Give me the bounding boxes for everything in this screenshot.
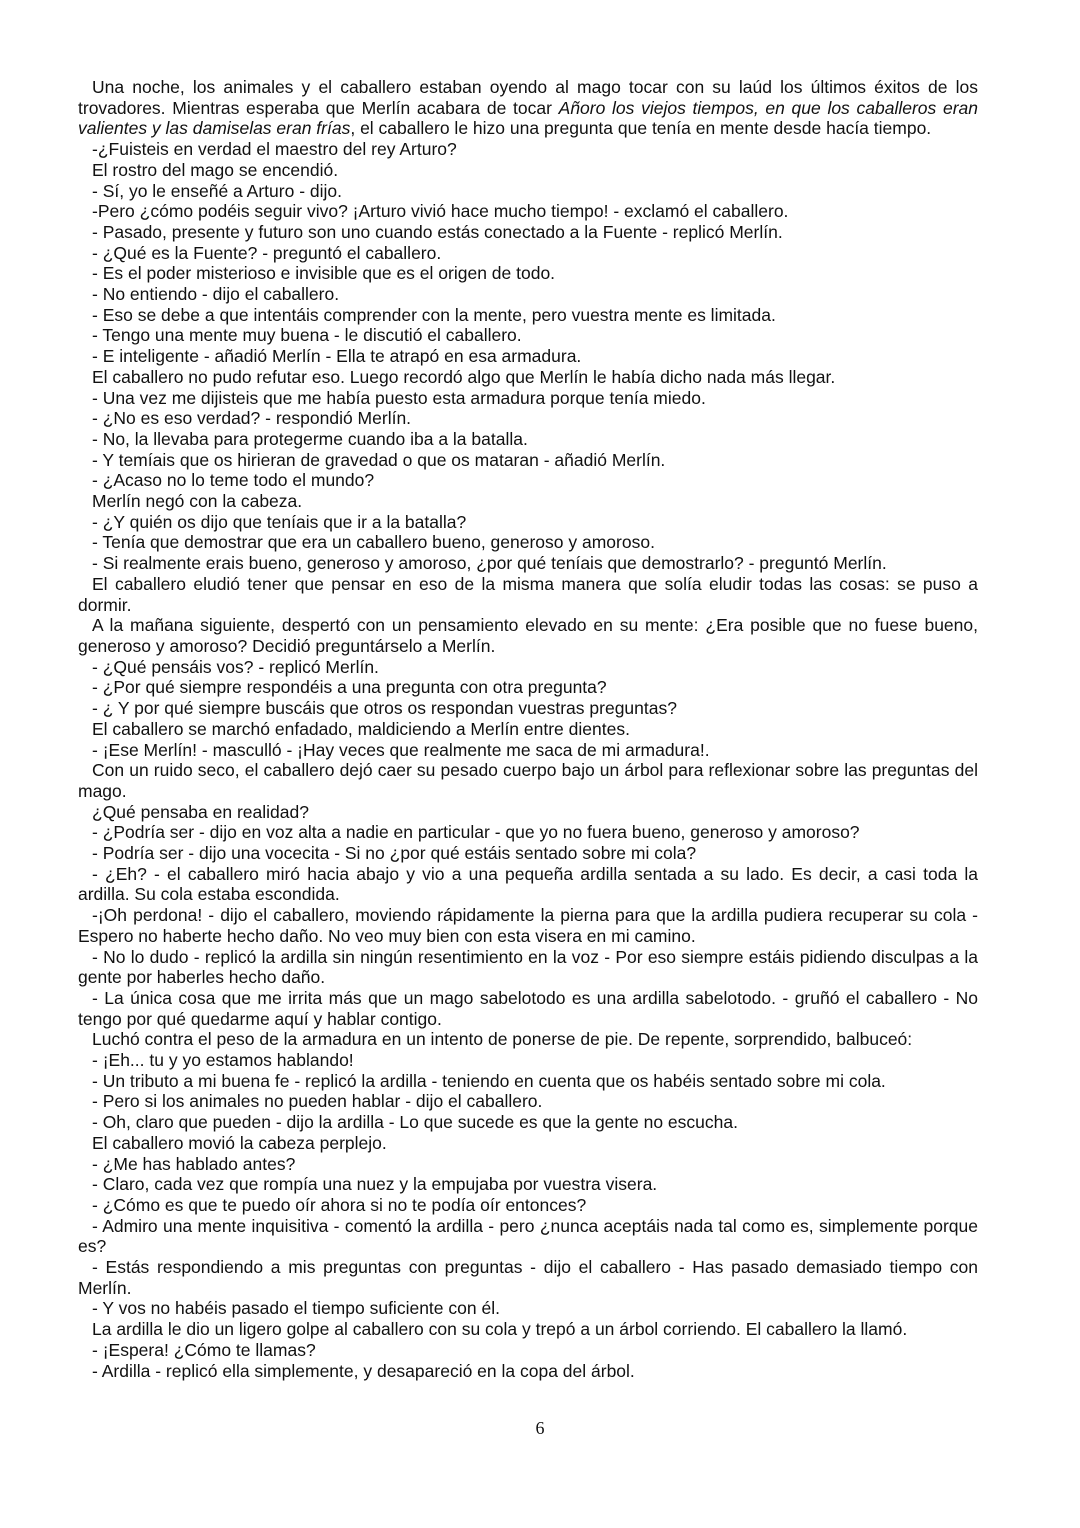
paragraph: - ¡Ese Merlín! - masculló - ¡Hay veces que realmente me saca de mi armadura!. — [92, 739, 710, 760]
paragraph: Merlín negó con la cabeza. — [92, 491, 303, 512]
page-number: 6 — [535, 1418, 545, 1438]
paragraph: - Una vez me dijisteis que me había puesto esta armadura porque tenía miedo. — [92, 387, 706, 408]
paragraph: - ¿Eh? - el caballero miró hacia abajo y vio a una pequeña ardilla sentada a su lado. Es decir, a casi toda la ardilla. Su cola estaba escondida. — [78, 863, 978, 905]
paragraph: - ¿ Y por qué siempre buscáis que otros os respondan vuestras preguntas? — [92, 698, 677, 719]
paragraph: El rostro del mago se encendió. — [92, 159, 339, 180]
paragraph: - ¿Me has hablado antes? — [92, 1153, 296, 1174]
paragraph: El caballero eludió tener que pensar en eso de la misma manera que solía eludir todas las cosas: se puso a dormir. — [78, 573, 978, 615]
paragraph: - ¡Espera! ¿Cómo te llamas? — [92, 1339, 316, 1360]
paragraph: - ¿Cómo es que te puedo oír ahora si no te podía oír entonces? — [92, 1194, 587, 1215]
paragraph: - Sí, yo le enseñé a Arturo - dijo. — [92, 180, 342, 201]
paragraph: - Estás respondiendo a mis preguntas con preguntas - dijo el caballero - Has pasado demasiado tiempo con Merlín. — [78, 1257, 978, 1298]
paragraph: A la mañana siguiente, despertó con un pensamiento elevado en su mente: ¿Era posible que no fuese bueno, generoso y amoroso? Decidió preguntárselo a Merlín. — [78, 615, 978, 656]
paragraph-intro — [78, 77, 978, 139]
paragraph: - ¿Podría ser - dijo en voz alta a nadie en particular - que yo no fuera bueno, generoso y amoroso? — [92, 822, 860, 843]
paragraph: El caballero no pudo refutar eso. Luego recordó algo que Merlín le había dicho nada más llegar. — [92, 366, 836, 387]
paragraph: -Pero ¿cómo podéis seguir vivo? ¡Arturo vivió hace mucho tiempo! - exclamó el caballero. — [92, 201, 789, 222]
paragraph: - Podría ser - dijo una vocecita - Si no ¿por qué estáis sentado sobre mi cola? — [92, 843, 697, 864]
intro-text-before: Una noche, los animales y el caballero estaban oyendo al mago tocar con su laúd los últimos éxitos de los trovadores. Mientras esperaba que Merlín acabara de tocar — [78, 77, 978, 118]
paragraph: - Y vos no habéis pasado el tiempo suficiente con él. — [92, 1298, 500, 1319]
paragraph: - La única cosa que me irrita más que un mago sabelotodo es una ardilla sabelotodo. - gruñó el caballero - No tengo por qué quedarme aquí y hablar contigo. — [78, 987, 978, 1029]
paragraph: - ¿Qué es la Fuente? - preguntó el caballero. — [92, 242, 442, 263]
page-body — [78, 77, 978, 1381]
paragraph: - Claro, cada vez que rompía una nuez y la empujaba por vuestra visera. — [92, 1174, 658, 1195]
paragraph: - Pasado, presente y futuro son uno cuando estás conectado a la Fuente - replicó Merlín. — [92, 221, 783, 242]
paragraph: - ¿Por qué siempre respondéis a una pregunta con otra pregunta? — [92, 677, 607, 698]
paragraph: - Admiro una mente inquisitiva - comentó la ardilla - pero ¿nunca aceptáis nada tal como es, simplemente porque es? — [78, 1215, 978, 1257]
paragraph: La ardilla le dio un ligero golpe al caballero con su cola y trepó a un árbol corriendo. El caballero la llamó. — [92, 1319, 908, 1340]
paragraph: Luchó contra el peso de la armadura en un intento de ponerse de pie. De repente, sorprendido, balbuceó: — [92, 1029, 913, 1050]
paragraph: El caballero movió la cabeza perplejo. — [92, 1132, 387, 1153]
paragraph: -¿Fuisteis en verdad el maestro del rey Arturo? — [92, 139, 457, 160]
paragraph: - Tengo una mente muy buena - le discutió el caballero. — [92, 325, 522, 346]
paragraph: - No lo dudo - replicó la ardilla sin ningún resentimiento en la voz - Por eso siempre estáis pidiendo disculpas a la gente por haberles hecho daño. — [78, 946, 978, 988]
paragraph: -¡Oh perdona! - dijo el caballero, moviendo rápidamente la pierna para que la ardilla pudiera recuperar su cola - Espero no haberte hecho daño. No veo muy bien con esta visera en mi camino. — [78, 905, 978, 946]
paragraph: - No, la llevaba para protegerme cuando iba a la batalla. — [92, 428, 528, 449]
paragraph: - ¿Qué pensáis vos? - replicó Merlín. — [92, 656, 379, 677]
paragraph: - Es el poder misterioso e invisible que es el origen de todo. — [92, 263, 556, 284]
paragraph: - Oh, claro que pueden - dijo la ardilla - Lo que sucede es que la gente no escucha. — [92, 1112, 738, 1133]
paragraph: - No entiendo - dijo el caballero. — [92, 284, 340, 305]
paragraph: - Ardilla - replicó ella simplemente, y desapareció en la copa del árbol. — [92, 1360, 635, 1381]
paragraph: - Y temíais que os hirieran de gravedad o que os mataran - añadió Merlín. — [92, 449, 666, 470]
paragraph: - Si realmente erais bueno, generoso y amoroso, ¿por qué teníais que demostrarlo? - preguntó Merlín. — [92, 553, 887, 574]
paragraph: - ¡Eh... tu y yo estamos hablando! — [92, 1050, 354, 1071]
song-title: Añoro los viejos tiempos, en que los caballeros eran valientes y las damiselas eran frías — [78, 97, 978, 139]
paragraph: Con un ruido seco, el caballero dejó caer su pesado cuerpo bajo un árbol para reflexionar sobre las preguntas del mago. — [78, 760, 978, 801]
paragraph: ¿Qué pensaba en realidad? — [92, 801, 309, 822]
paragraph: - ¿Acaso no lo teme todo el mundo? — [92, 470, 375, 491]
paragraph: - Tenía que demostrar que era un caballero bueno, generoso y amoroso. — [92, 532, 655, 553]
paragraph: - ¿No es eso verdad? - respondió Merlín. — [92, 408, 412, 429]
paragraph: El caballero se marchó enfadado, maldiciendo a Merlín entre dientes. — [92, 718, 630, 739]
paragraph: - Pero si los animales no pueden hablar - dijo el caballero. — [92, 1091, 543, 1112]
paragraph: - Eso se debe a que intentáis comprender con la mente, pero vuestra mente es limitada. — [92, 304, 776, 325]
paragraph-list — [78, 139, 978, 1381]
intro-text-after: , el caballero le hizo una pregunta que tenía en mente desde hacía tiempo. — [350, 118, 932, 139]
paragraph: - E inteligente - añadió Merlín - Ella te atrapó en esa armadura. — [92, 346, 582, 367]
paragraph: - Un tributo a mi buena fe - replicó la ardilla - teniendo en cuenta que os habéis sentado sobre mi cola. — [92, 1070, 886, 1091]
paragraph: - ¿Y quién os dijo que teníais que ir a la batalla? — [92, 511, 467, 532]
